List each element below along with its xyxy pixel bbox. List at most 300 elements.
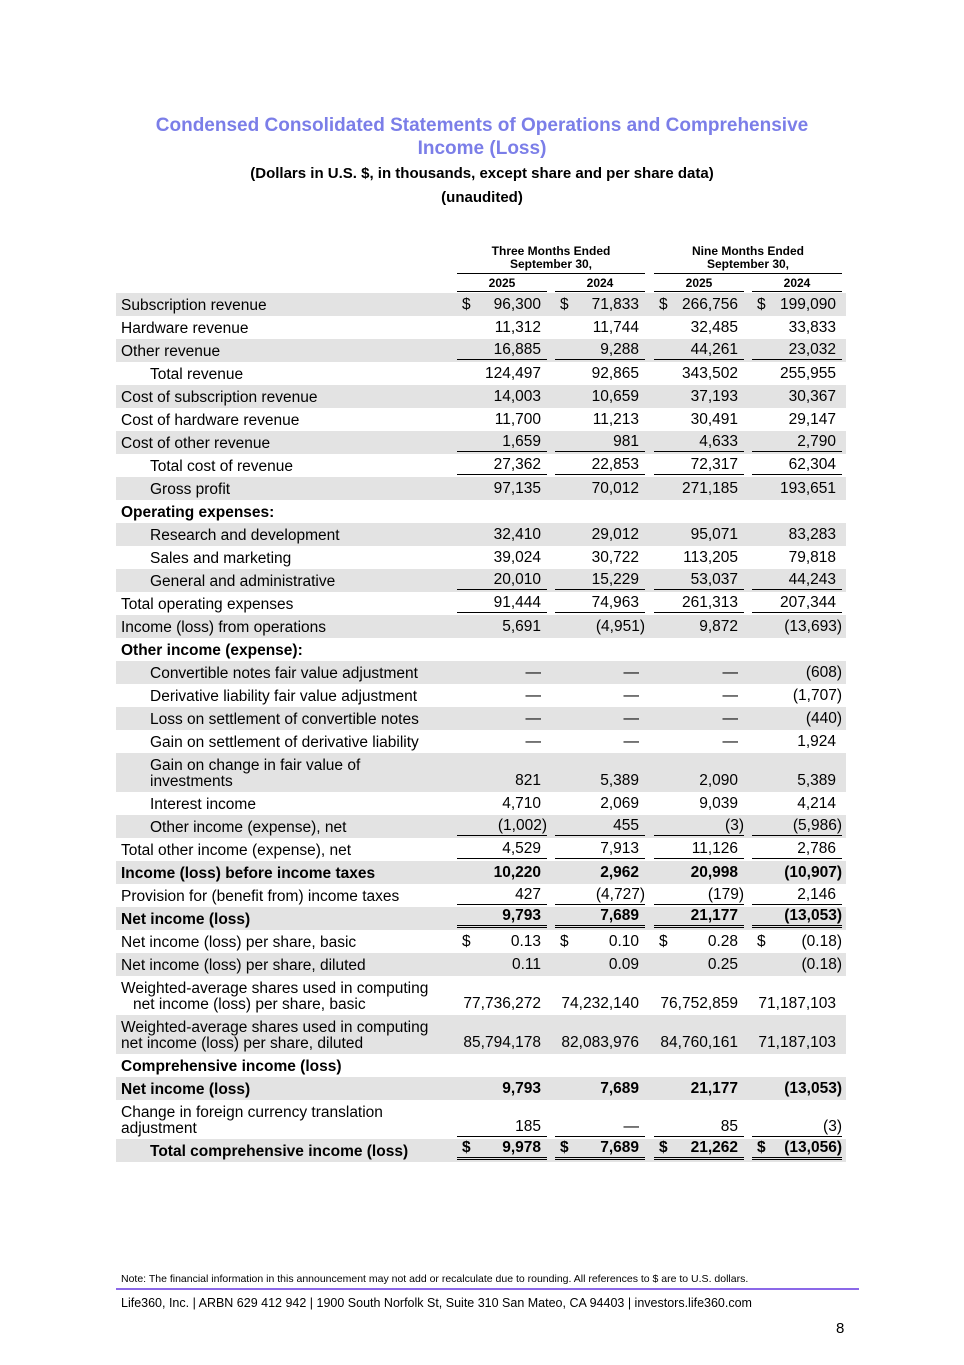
cell-value: 7,689 — [600, 907, 639, 924]
row-label: Cost of other revenue — [121, 435, 271, 452]
cell-value: (3) — [823, 1118, 842, 1135]
nine-months-header — [654, 245, 842, 274]
cell-value: 84,760,161 — [660, 1034, 738, 1051]
value-cell — [752, 732, 842, 751]
table-row — [116, 523, 846, 546]
value-cell — [555, 906, 645, 928]
table-row — [116, 815, 846, 838]
cell-value: 9,872 — [699, 618, 738, 635]
row-label: Other income (expense), net — [150, 819, 347, 836]
cell-value: 85 — [720, 1118, 738, 1135]
row-label-line: adjustment — [121, 1120, 197, 1137]
cell-value: 7,913 — [600, 840, 639, 857]
value-cell — [457, 432, 547, 452]
cell-value: 14,003 — [493, 388, 541, 405]
row-label: Gross profit — [150, 481, 231, 498]
cell-value: — — [623, 687, 639, 704]
row-label: Net income (loss) per share, basic — [121, 934, 357, 951]
value-cell — [457, 816, 547, 836]
value-cell — [555, 617, 645, 636]
cell-value: 97,135 — [493, 480, 541, 497]
value-cell — [555, 640, 645, 659]
value-cell — [654, 955, 744, 974]
value-cell — [752, 364, 842, 383]
cell-value: 7,689 — [600, 1139, 639, 1156]
cell-value: 9,039 — [699, 795, 738, 812]
value-cell — [555, 502, 645, 521]
table-row — [116, 753, 846, 792]
footnote: Note: The financial information in this announcement may not add or recalculate due to rounding. All references to $ are to U.S. dollars. — [121, 1273, 749, 1285]
value-cell — [555, 932, 645, 951]
table-row — [116, 431, 846, 454]
title-line-2: Income (Loss) — [417, 138, 547, 159]
table-row — [116, 339, 846, 362]
value-cell — [654, 1056, 744, 1075]
year-header: 2024 — [752, 276, 842, 292]
value-cell — [752, 432, 842, 452]
dollar-sign: $ — [757, 933, 766, 950]
value-cell — [555, 548, 645, 567]
cell-value: 193,651 — [779, 480, 836, 497]
table-row — [116, 907, 846, 930]
value-cell — [752, 548, 842, 567]
value-cell — [555, 479, 645, 498]
value-cell — [752, 570, 842, 590]
nine-months-header-line-1: Nine Months Ended — [692, 244, 804, 258]
cell-value: (10,907) — [784, 864, 842, 881]
dollar-sign: $ — [462, 1139, 471, 1156]
cell-value: 2,790 — [797, 433, 836, 450]
cell-value: (0.18) — [801, 956, 842, 973]
value-cell — [555, 732, 645, 751]
dollar-sign: $ — [560, 1139, 569, 1156]
value-cell — [752, 318, 842, 337]
value-cell — [752, 455, 842, 475]
value-cell — [654, 318, 744, 337]
value-cell — [654, 885, 744, 905]
cell-value: 271,185 — [681, 480, 738, 497]
dollar-sign: $ — [757, 1139, 766, 1156]
row-label: Total other income (expense), net — [121, 842, 352, 859]
cell-value: 74,963 — [591, 594, 639, 611]
cell-value: 4,633 — [699, 433, 738, 450]
value-cell — [654, 548, 744, 567]
value-cell — [654, 1117, 744, 1137]
cell-value: 11,312 — [494, 319, 541, 336]
value-cell — [457, 387, 547, 406]
year-header: 2025 — [654, 276, 744, 292]
cell-value: 1,659 — [502, 433, 541, 450]
value-cell — [457, 839, 547, 859]
table-row — [116, 408, 846, 431]
cell-value: 71,833 — [591, 296, 639, 313]
row-label: Provision for (benefit from) income taxes — [121, 888, 400, 905]
value-cell — [555, 863, 645, 882]
dollar-sign: $ — [462, 296, 471, 313]
value-cell — [555, 794, 645, 813]
cell-value: 44,243 — [788, 571, 836, 588]
cell-value: — — [525, 664, 541, 681]
cell-value: 0.10 — [608, 933, 639, 950]
row-label: Net income (loss) — [121, 1081, 251, 1098]
cell-value: (608) — [805, 664, 842, 681]
value-cell — [457, 1079, 547, 1098]
cell-value: 44,261 — [690, 341, 738, 358]
cell-value: (4,951) — [595, 618, 645, 635]
cell-value: 11,213 — [592, 411, 639, 428]
table-row — [116, 546, 846, 569]
table-row — [116, 385, 846, 408]
row-label — [116, 1020, 451, 1052]
row-label: General and administrative — [150, 573, 336, 590]
value-cell — [457, 340, 547, 360]
value-cell — [457, 455, 547, 475]
value-cell — [457, 794, 547, 813]
cell-value: 0.25 — [707, 956, 738, 973]
table-row — [116, 477, 846, 500]
row-label: Income (loss) before income taxes — [121, 865, 376, 882]
cell-value: 85,794,178 — [463, 1034, 541, 1051]
row-label: Total comprehensive income (loss) — [150, 1143, 409, 1160]
value-cell — [654, 1138, 744, 1160]
row-label: Cost of subscription revenue — [121, 389, 318, 406]
cell-value: 9,288 — [600, 341, 639, 358]
table-row — [116, 953, 846, 976]
row-label — [116, 981, 451, 1013]
table-row — [116, 1015, 846, 1054]
cell-value: 255,955 — [779, 365, 836, 382]
value-cell — [654, 432, 744, 452]
cell-value: 27,362 — [493, 456, 541, 473]
cell-value: — — [623, 1118, 639, 1135]
value-cell — [457, 593, 547, 613]
dollar-sign: $ — [659, 933, 668, 950]
value-cell — [654, 364, 744, 383]
table-row — [116, 661, 846, 684]
value-cell — [654, 816, 744, 836]
value-cell — [457, 318, 547, 337]
cell-value: 29,012 — [591, 526, 639, 543]
row-label: Subscription revenue — [121, 297, 267, 314]
cell-value: 9,978 — [502, 1139, 541, 1156]
value-cell — [654, 863, 744, 882]
value-cell — [555, 686, 645, 705]
value-cell — [457, 525, 547, 544]
cell-value: 62,304 — [788, 456, 836, 473]
value-cell — [752, 816, 842, 836]
cell-value: (1,707) — [792, 687, 842, 704]
cell-value: (0.18) — [801, 933, 842, 950]
value-cell — [555, 1033, 645, 1052]
cell-value: 71,187,103 — [758, 995, 836, 1012]
cell-value: 32,485 — [690, 319, 738, 336]
value-cell — [457, 364, 547, 383]
value-cell — [752, 709, 842, 728]
value-cell — [654, 932, 744, 951]
cell-value: 266,756 — [681, 296, 738, 313]
table-row — [116, 838, 846, 861]
value-cell — [457, 885, 547, 905]
value-cell — [654, 387, 744, 406]
value-cell — [654, 410, 744, 429]
cell-value: — — [722, 733, 738, 750]
row-label: Interest income — [150, 796, 256, 813]
dollar-sign: $ — [659, 1139, 668, 1156]
value-cell — [654, 771, 744, 790]
cell-value: — — [623, 664, 639, 681]
cell-value: 343,502 — [681, 365, 738, 382]
value-cell — [752, 410, 842, 429]
value-cell — [457, 771, 547, 790]
row-label: Total operating expenses — [121, 596, 294, 613]
value-cell — [654, 663, 744, 682]
row-label: Gain on settlement of derivative liability — [150, 734, 419, 751]
value-cell — [752, 1033, 842, 1052]
cell-value: — — [525, 733, 541, 750]
page-footer: Life360, Inc. | ARBN 629 412 942 | 1900 South Norfolk St, Suite 310 San Mateo, CA 94403 | investors.life360.com — [121, 1296, 752, 1310]
cell-value: — — [623, 710, 639, 727]
row-label: Comprehensive income (loss) — [121, 1058, 342, 1075]
row-label: Derivative liability fair value adjustment — [150, 688, 418, 705]
table-row — [116, 316, 846, 339]
table-row — [116, 1139, 846, 1162]
value-cell — [654, 794, 744, 813]
table-row — [116, 638, 846, 661]
cell-value: 207,344 — [779, 594, 836, 611]
cell-value: 11,744 — [592, 319, 639, 336]
dollar-sign: $ — [462, 933, 471, 950]
year-header: 2025 — [457, 276, 547, 292]
cell-value: 70,012 — [591, 480, 639, 497]
cell-value: 53,037 — [690, 571, 738, 588]
cell-value: 199,090 — [779, 296, 836, 313]
value-cell — [752, 839, 842, 859]
value-cell — [457, 1033, 547, 1052]
unaudited-label: (unaudited) — [441, 189, 523, 206]
value-cell — [457, 709, 547, 728]
cell-value: 4,214 — [797, 795, 836, 812]
cell-value: 11,700 — [494, 411, 541, 428]
table-row — [116, 861, 846, 884]
cell-value: (3) — [725, 817, 744, 834]
row-label: Hardware revenue — [121, 320, 249, 337]
value-cell — [457, 548, 547, 567]
cell-value: 30,491 — [690, 411, 738, 428]
cell-value: 22,853 — [591, 456, 639, 473]
cell-value: 92,865 — [591, 365, 639, 382]
cell-value: 21,262 — [690, 1139, 738, 1156]
cell-value: 20,998 — [690, 864, 738, 881]
cell-value: 2,069 — [600, 795, 639, 812]
value-cell — [457, 732, 547, 751]
cell-value: — — [722, 664, 738, 681]
cell-value: 113,205 — [683, 549, 738, 566]
table-row — [116, 976, 846, 1015]
cell-value: 30,722 — [591, 549, 639, 566]
cell-value: (13,053) — [784, 907, 842, 924]
cell-value: 21,177 — [690, 1080, 738, 1097]
value-cell — [654, 686, 744, 705]
cell-value: 0.13 — [510, 933, 541, 950]
table-row — [116, 730, 846, 753]
value-cell — [457, 502, 547, 521]
value-cell — [457, 479, 547, 498]
value-cell — [555, 593, 645, 613]
value-cell — [457, 1117, 547, 1137]
row-label: Sales and marketing — [150, 550, 292, 567]
value-cell — [654, 570, 744, 590]
row-label: Other revenue — [121, 343, 221, 360]
row-label-line: investments — [150, 773, 233, 790]
cell-value: 79,818 — [788, 549, 836, 566]
value-cell — [752, 387, 842, 406]
value-cell — [752, 295, 842, 314]
value-cell — [752, 502, 842, 521]
value-cell — [555, 663, 645, 682]
cell-value: 15,229 — [591, 571, 639, 588]
cell-value: (13,056) — [784, 1139, 842, 1156]
dollar-sign: $ — [659, 296, 668, 313]
value-cell — [654, 709, 744, 728]
value-cell — [752, 340, 842, 360]
income-statement-table — [116, 293, 846, 1162]
cell-value: (440) — [805, 710, 842, 727]
cell-value: 5,389 — [600, 772, 639, 789]
cell-value: 21,177 — [690, 907, 738, 924]
value-cell — [752, 617, 842, 636]
cell-value: 0.09 — [608, 956, 639, 973]
value-cell — [555, 525, 645, 544]
value-cell — [654, 640, 744, 659]
value-cell — [752, 479, 842, 498]
cell-value: 261,313 — [681, 594, 738, 611]
dollar-sign: $ — [560, 933, 569, 950]
value-cell — [752, 686, 842, 705]
value-cell — [457, 617, 547, 636]
value-cell — [555, 994, 645, 1013]
cell-value: 5,389 — [797, 772, 836, 789]
cell-value: 2,962 — [600, 864, 639, 881]
value-cell — [752, 994, 842, 1013]
value-cell — [555, 709, 645, 728]
three-months-header — [457, 245, 645, 274]
cell-value: 30,367 — [788, 388, 836, 405]
cell-value: (13,693) — [784, 618, 842, 635]
cell-value: — — [525, 710, 541, 727]
cell-value: 185 — [515, 1118, 541, 1135]
value-cell — [457, 640, 547, 659]
table-row — [116, 684, 846, 707]
three-months-header-line-1: Three Months Ended — [491, 244, 611, 258]
value-cell — [654, 617, 744, 636]
value-cell — [752, 794, 842, 813]
table-row — [116, 1100, 846, 1139]
cell-value: 82,083,976 — [561, 1034, 639, 1051]
value-cell — [654, 340, 744, 360]
cell-value: (13,053) — [784, 1080, 842, 1097]
value-cell — [457, 1056, 547, 1075]
row-label: Total cost of revenue — [150, 458, 294, 475]
cell-value: 77,736,272 — [463, 995, 541, 1012]
value-cell — [555, 1056, 645, 1075]
value-cell — [654, 295, 744, 314]
value-cell — [457, 410, 547, 429]
table-row — [116, 592, 846, 615]
value-cell — [752, 1079, 842, 1098]
table-row — [116, 1054, 846, 1077]
cell-value: 427 — [515, 886, 541, 903]
row-label: Research and development — [150, 527, 340, 544]
value-cell — [752, 885, 842, 905]
value-cell — [752, 663, 842, 682]
table-row — [116, 293, 846, 316]
value-cell — [555, 295, 645, 314]
value-cell — [752, 1056, 842, 1075]
value-cell — [752, 906, 842, 928]
cell-value: 5,691 — [502, 618, 541, 635]
row-label — [116, 758, 451, 790]
cell-value: 91,444 — [493, 594, 541, 611]
cell-value: (179) — [707, 886, 744, 903]
cell-value: 124,497 — [484, 365, 541, 382]
subtitle: (Dollars in U.S. $, in thousands, except share and per share data) — [250, 165, 714, 182]
value-cell — [555, 816, 645, 836]
cell-value: 23,032 — [788, 341, 836, 358]
cell-value: 821 — [515, 772, 541, 789]
value-cell — [555, 771, 645, 790]
value-cell — [555, 839, 645, 859]
value-cell — [457, 686, 547, 705]
value-cell — [555, 387, 645, 406]
cell-value: 2,786 — [797, 840, 836, 857]
value-cell — [654, 525, 744, 544]
cell-value: 20,010 — [493, 571, 541, 588]
value-cell — [752, 1138, 842, 1160]
table-row — [116, 569, 846, 592]
value-cell — [555, 885, 645, 905]
value-cell — [752, 955, 842, 974]
value-cell — [555, 364, 645, 383]
cell-value: 33,833 — [788, 319, 836, 336]
row-label: Net income (loss) per share, diluted — [121, 957, 366, 974]
table-row — [116, 362, 846, 385]
value-cell — [555, 340, 645, 360]
cell-value: 1,924 — [797, 733, 836, 750]
table-row — [116, 454, 846, 477]
row-label: Cost of hardware revenue — [121, 412, 300, 429]
nine-months-header-line-2: September 30, — [706, 257, 790, 271]
cell-value: 9,793 — [502, 1080, 541, 1097]
dollar-sign: $ — [757, 296, 766, 313]
cell-value: 83,283 — [788, 526, 836, 543]
row-label-line: Change in foreign currency translation — [121, 1104, 383, 1121]
table-row — [116, 615, 846, 638]
cell-value: 981 — [613, 433, 639, 450]
value-cell — [555, 1079, 645, 1098]
value-cell — [752, 863, 842, 882]
cell-value: 76,752,859 — [660, 995, 738, 1012]
value-cell — [654, 455, 744, 475]
value-cell — [457, 663, 547, 682]
cell-value: 11,126 — [691, 840, 738, 857]
value-cell — [457, 1138, 547, 1160]
cell-value: 2,090 — [699, 772, 738, 789]
value-cell — [752, 1117, 842, 1137]
cell-value: — — [623, 733, 639, 750]
title-line-1: Condensed Consolidated Statements of Operations and Comprehensive — [155, 115, 809, 136]
row-label-line: Weighted-average shares used in computing — [121, 980, 429, 997]
value-cell — [457, 295, 547, 314]
